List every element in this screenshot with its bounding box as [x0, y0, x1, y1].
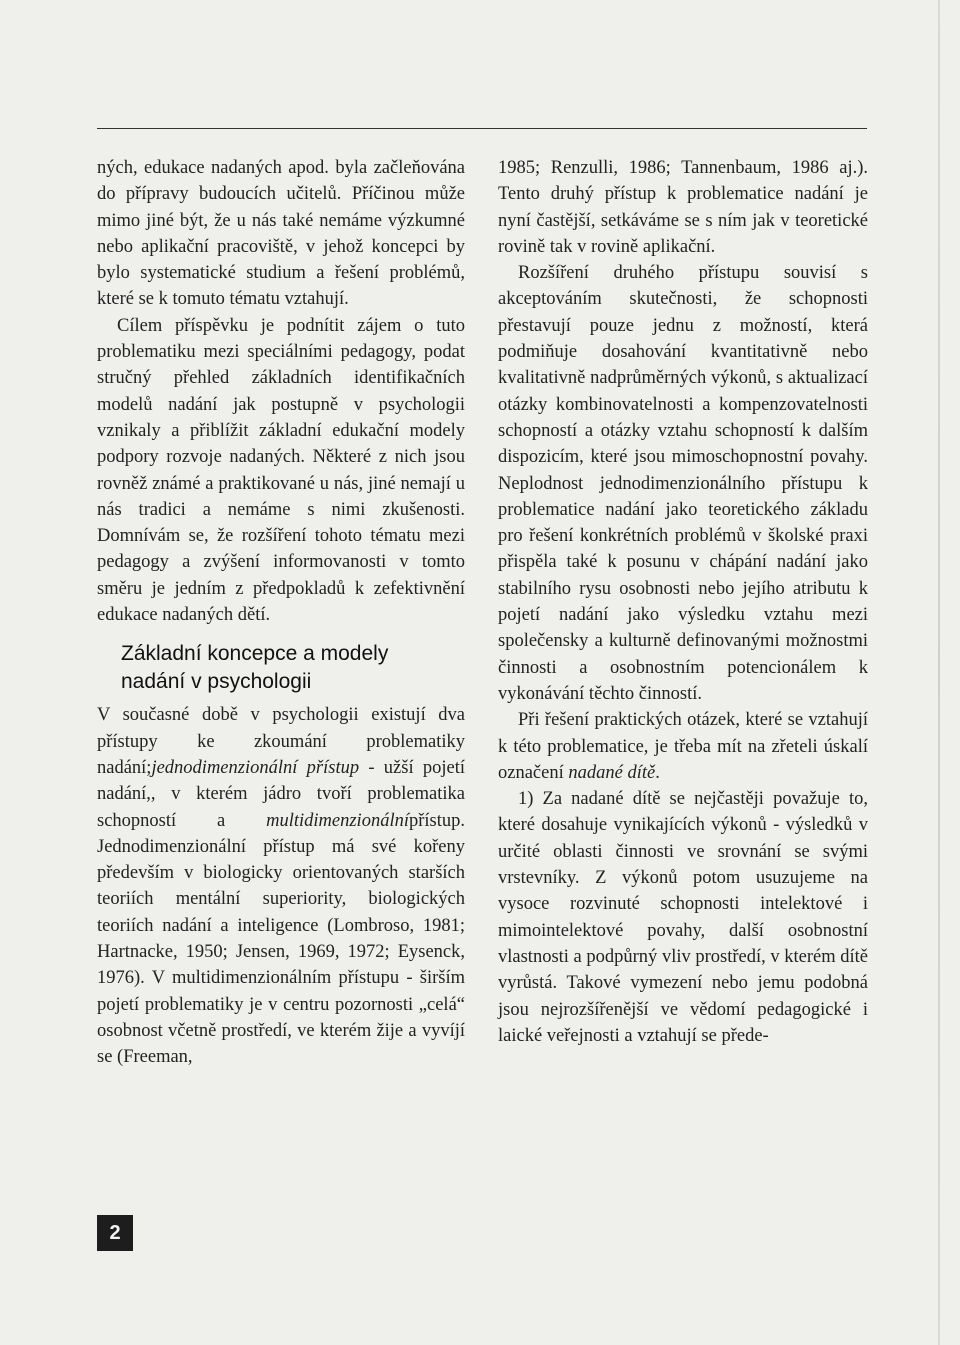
text-run: - užší pojetí nadání,, v kterém jádro tvoří problematika schopností a [97, 757, 465, 831]
paragraph [97, 702, 465, 1070]
text-run: V současné době v psychologii existují dva přístupy ke zkoumání problematiky nadání; [97, 705, 465, 778]
paragraph: Rozšíření druhého přístupu souvisí s akceptováním skutečnosti, že schopnosti přestavují pouze jednu z možností, která podmiňuje dosahování kvantitativně nebo kvalitativně nadprůměrných výkonů, s aktualizací otázky kombinovatelnosti a kompenzovatelnosti schopností a otázky vztahu schopností k dalším dispozicím, které jsou mimoschopnostní povahy. Neplodnost jednodimenzionálního přístupu k problematice nadání jako teoretického základu pro řešení konkrétních problémů v školské praxi přispěla také k posunu v chápání nadání jako stabilního rysu osobnosti nebo jejího atributu k pojetí nadání jako výsledku vztahu mezi společensky a kulturně definovanými možnostmi činnosti a osobnostním potencionálem k vykonávání těchto činností. [498, 263, 868, 704]
paragraph [498, 707, 868, 786]
text-run: přístup. Jednodimenzionální přístup má své kořeny především v biologicky orientovaných starších teoriích mentální superiority, biologických teoriích nadání a inteligence (Lombroso, 1981; Hartnacke, 1950; Jensen, 1969, 1972; Eysenck, 1976). V multidimenzionálním přístupu - širším pojetí problematiky je v centru pozornosti „celá“ osobnost včetně prostředí, ve kterém žije a vyvíjí se (Freeman, [97, 810, 465, 1068]
left-column [97, 155, 465, 1071]
section-heading [121, 640, 465, 696]
paragraph: 1) Za nadané dítě se nejčastěji považuje to, které dosahuje vynikajících výkonů - výsledků v určité oblasti činnosti ve srovnání se svými vrstevníky. Z výkonů potom usuzujeme na vysoce rozvinuté schopnosti intelektové i mimointelektové povahy, další osobnostní vlastnosti a podpůrný vliv prostředí, v kterém dítě vyrůstá. Takové vymezení nebo jemu podobná jsou nejrozšířenější ve vědomí pedagogické i laické veřejnosti a vztahují se přede- [498, 789, 868, 1046]
right-column [498, 155, 868, 1049]
emphasis: multidimenzionální [266, 810, 409, 831]
text-run: . [655, 762, 660, 783]
header-rule [97, 128, 867, 129]
paragraph: ných, edukace nadaných apod. byla začleňována do přípravy budoucích učitelů. Příčinou může mimo jiné být, že u nás také nemáme výzkumné nebo aplikační pracoviště, v jehož koncepci by bylo systematické studium a řešení problémů, které se k tomuto tématu vztahují. [97, 158, 465, 310]
section-heading-line: Základní koncepce a modely [121, 642, 389, 666]
section-heading-line: nadání v psychologii [121, 670, 312, 694]
paragraph: 1985; Renzulli, 1986; Tannenbaum, 1986 aj.). Tento druhý přístup k problematice nadání je nyní častější, setkáváme se s ním jak v teoretické rovině tak v rovině aplikační. [498, 158, 868, 257]
page-edge [938, 0, 940, 1345]
paragraph: Cílem příspěvku je podnítit zájem o tuto problematiku mezi speciálními pedagogy, podat stručný přehled základních identifikačních modelů nadání jak postupně v psychologii vznikaly a přiblížit základní edukační modely podpory rozvoje nadaných. Některé z nich jsou rovněž známé a praktikované u nás, jiné nemají u nás tradici a nemáme s nimi zkušenosti. Domnívám se, že rozšíření tohoto tématu mezi pedagogy a zvýšení informovanosti v tomto směru je jedním z předpokladů k zefektivnění edukace nadaných dětí. [97, 315, 465, 626]
page-number: 2 [97, 1215, 133, 1251]
emphasis: jednodimenzionální přístup [151, 757, 360, 778]
text-run: Při řešení praktických otázek, které se vztahují k této problematice, je třeba mít na zřeteli úskalí označení [498, 710, 868, 783]
emphasis: nadané dítě [568, 762, 656, 783]
